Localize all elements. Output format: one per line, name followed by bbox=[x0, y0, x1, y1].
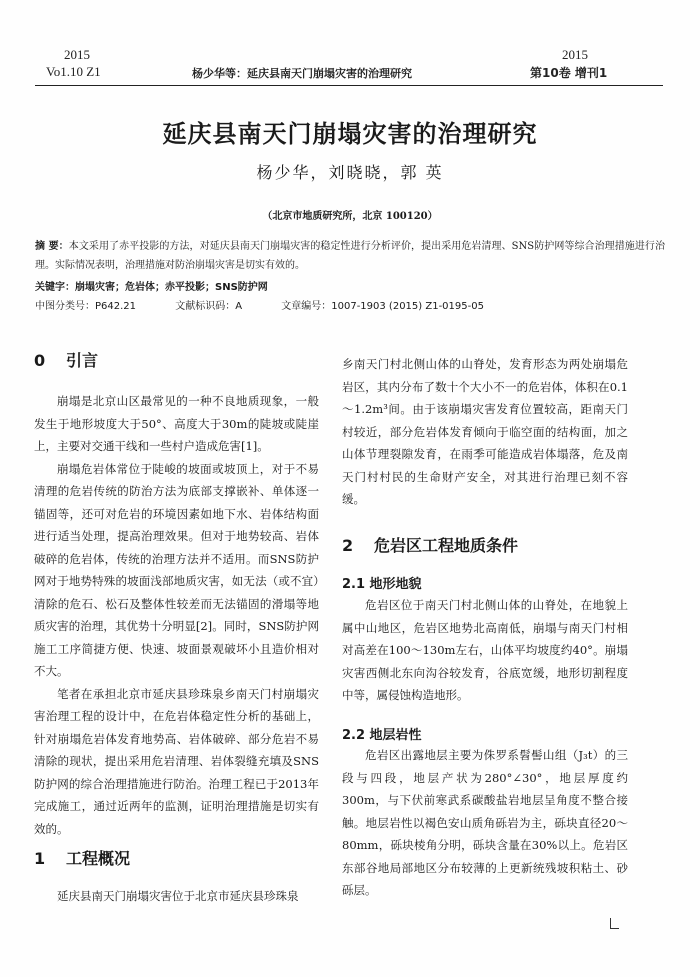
header-rule bbox=[35, 85, 663, 86]
section-1-number: 1 bbox=[34, 849, 46, 868]
section-1-heading bbox=[34, 846, 319, 869]
header-left-volume: Vo1.10 Z1 bbox=[46, 64, 101, 79]
clc-number: 中图分类号：P642.21 bbox=[35, 301, 137, 312]
paragraph: 崩塌是北京山区最常见的一种不良地质现象，一般发生于地形坡度大于50°、高度大于30m的陡坡或陡崖上，主要对交通干线和一些村户造成危害[1]。 bbox=[34, 394, 319, 453]
paper-title: 延庆县南天门崩塌灾害的治理研究 bbox=[162, 120, 538, 148]
abstract-label: 摘 要： bbox=[35, 241, 69, 252]
section-1-title: 工程概况 bbox=[66, 849, 131, 868]
header-right-year: 2015 bbox=[562, 47, 588, 62]
section-0-title: 引言 bbox=[66, 351, 99, 370]
section-2-title: 危岩区工程地质条件 bbox=[374, 536, 519, 555]
header-running-title: 杨少华等：延庆县南天门崩塌灾害的治理研究 bbox=[192, 67, 412, 80]
section-0-number: 0 bbox=[34, 351, 46, 370]
header-left-year: 2015 bbox=[64, 47, 90, 62]
paragraph: 延庆县南天门崩塌灾害位于北京市延庆县珍珠泉 bbox=[57, 889, 299, 903]
section-1-body-continued bbox=[342, 353, 628, 511]
keywords bbox=[35, 278, 268, 293]
keywords-text: 崩塌灾害；危岩体；赤平投影；SNS防护网 bbox=[75, 282, 268, 293]
subsection-2-2-heading: 2.2 地层岩性 bbox=[342, 728, 422, 743]
article-number: 文章编号：1007-1903 (2015) Z1-0195-05 bbox=[281, 301, 484, 312]
classification-line bbox=[35, 297, 520, 312]
paragraph: 危岩区出露地层主要为侏罗系髫髻山组（J₃t）的三段与四段，地层产状为280°∠30°，地层厚度约300m，与下伏前寒武系碳酸盐岩地层呈角度不整合接触。地层岩性以褐色安山质角砾岩为主，砾块直径20～80mm，砾块棱角分明，砾块含量在30%以上。危岩区东部谷地局部地区分布较薄的上更新统残坡积粘土、砂砾层。 bbox=[342, 748, 628, 897]
subsection-2-2-body bbox=[342, 744, 628, 902]
paragraph: 乡南天门村北侧山体的山脊处，发育形态为两处崩塌危岩区，其内分布了数十个大小不一的危岩体，体积在0.1～1.2m³间。由于该崩塌灾害发育位置较高，距南天门村较近，部分危岩体发育倾向于临空面的结构面，加之山体节理裂隙发育，在雨季可能造成岩体塌落，危及南天门村村民的生命财产安全，对其进行治理已刻不容缓。 bbox=[342, 357, 628, 506]
header-right-volume: 第10卷 增刊1 bbox=[530, 66, 608, 80]
abstract-text: 本文采用了赤平投影的方法，对延庆县南天门崩塌灾害的稳定性进行分析评价，提出采用危岩清理、SNS防护网等综合治理措施进行治理。实际情况表明，治理措施对防治崩塌灾害是切实有效的。 bbox=[35, 241, 665, 271]
paper-authors: 杨少华，刘晓晓，郭 英 bbox=[256, 163, 444, 182]
paragraph: 崩塌危岩体常位于陡峻的坡面或坡顶上，对于不易清理的危岩传统的防治方法为底部支撑嵌补、单体逐一锚固等，还可对危岩的环境因素如地下水、岩体结构面进行适当处理，提高治理效果。但对于地势较高、岩体破碎的危岩体，传统的治理方法并不适用。而SNS防护网对于地势特殊的坡面浅部地质灾害，如无法（或不宜）清除的危石、松石及整体性较差而无法锚固的滑塌等地质灾害的治理，其优势十分明显[2]。同时，SNS防护网施工工序简捷方便、快速、坡面景观破坏小且造价相对不大。 bbox=[34, 461, 319, 678]
document-code: 文献标识码：A bbox=[175, 301, 243, 312]
paragraph: 笔者在承担北京市延庆县珍珠泉乡南天门村崩塌灾害治理工程的设计中，在危岩体稳定性分析的基础上，针对崩塌危岩体发育地势高、岩体破碎、部分危岩不易清除的现状，提出采用危岩清理、岩体裂缝充填及SNS防护网的综合治理措施进行防治。治理工程已于2013年完成施工，通过近两年的监测，证明治理措施是切实有效的。 bbox=[34, 686, 319, 836]
corner-mark bbox=[610, 918, 619, 929]
section-1-body-start bbox=[34, 885, 319, 908]
subsection-2-1-body bbox=[342, 594, 628, 707]
paper-affiliation: （北京市地质研究所，北京 100120） bbox=[262, 211, 438, 222]
keywords-label: 关键字： bbox=[35, 282, 75, 293]
section-0-body bbox=[34, 390, 319, 840]
subsection-2-1-heading: 2.1 地形地貌 bbox=[342, 577, 422, 592]
section-2-number: 2 bbox=[342, 536, 354, 555]
section-0-heading bbox=[34, 348, 319, 371]
paragraph: 危岩区位于南天门村北侧山体的山脊处，在地貌上属中山地区，危岩区地势北高南低，崩塌与南天门村相对高差在100～130m左右，山体平均坡度约40°。崩塌灾害西侧北东向沟谷较发育，谷底宽缓，地形切割程度中等，属侵蚀构造地形。 bbox=[342, 598, 628, 702]
abstract bbox=[35, 237, 665, 275]
section-2-heading bbox=[342, 533, 628, 556]
